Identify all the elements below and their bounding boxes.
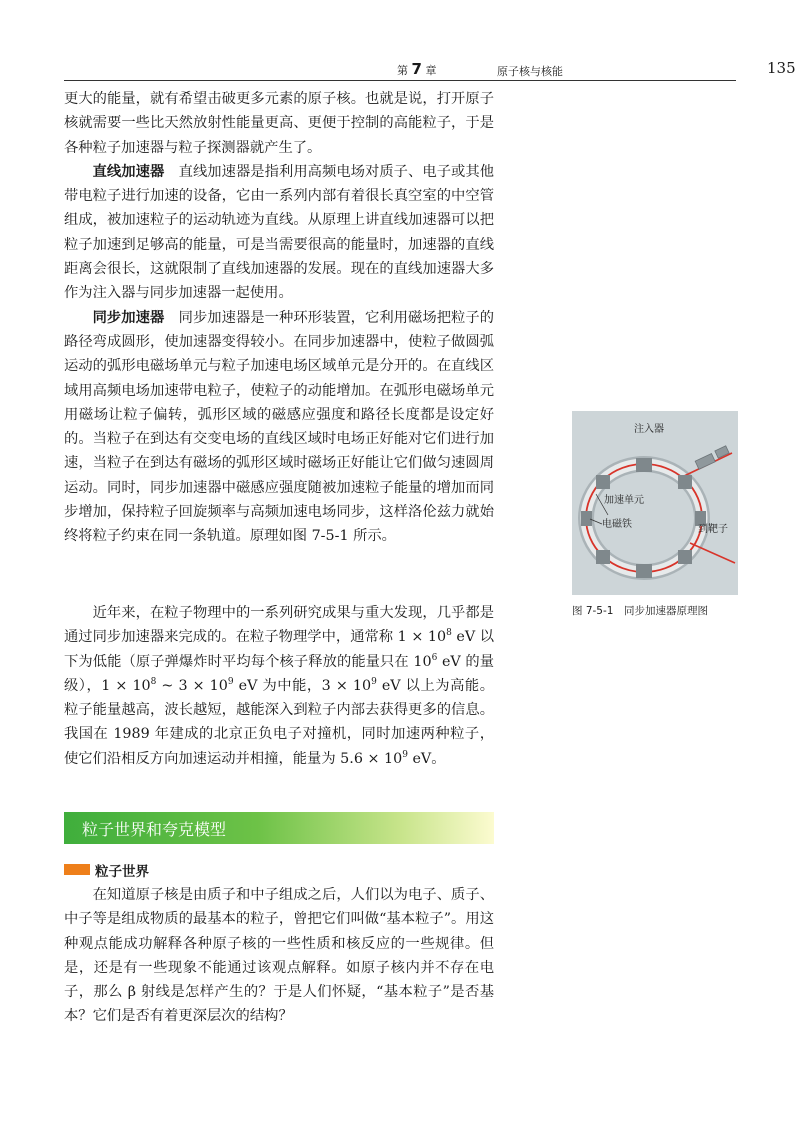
label-injector: 注入器 [634,424,664,435]
chapter-label: 第 7 章 [397,60,437,78]
label-target: 到靶子 [698,524,728,535]
page-header [64,58,796,81]
synchrotron-diagram [572,411,738,595]
orange-marker-icon [64,864,90,875]
paragraph-linear-accelerator: 直线加速器 直线加速器是指利用高频电场对质子、电子或其他带电粒子进行加速的设备，它由一系列内部有着很长真空室的中空管组成，被加速粒子的运动轨迹为直线。从原理上讲直线加速器可以把粒子加速到足够高的能量，可是当需要很高的能量时，加速器的直线距离会很长，这就限制了直线加速器的发展。现在的直线加速器大多作为注入器与同步加速器一起使用。 [64,163,495,302]
magnet-top-left [596,475,610,489]
section-heading-bar [64,812,494,844]
term-linear-accelerator: 直线加速器 [92,163,165,180]
figure-caption: 图 7-5-1 同步加速器原理图 [572,605,708,617]
magnet-top-right [678,475,692,489]
subsection-label: 粒子世界 [95,864,149,880]
magnet-left [581,511,592,526]
section-title: 粒子世界和夸克模型 [82,820,227,839]
magnet-bottom-left [596,550,610,564]
label-accel-unit: 加速单元 [604,495,644,506]
chapter-title: 原子核与核能 [497,65,563,78]
label-electromagnet: 电磁铁 [602,519,632,530]
term-synchrotron: 同步加速器 [92,309,165,326]
paragraph-energy-ranges: 近年来，在粒子物理中的一系列研究成果与重大发现，几乎都是通过同步加速器来完成的。在粒子物理学中，通常称 $1 \times 10^8$ eV 以下为低能（原子弹爆炸时平均每个核子释放的能量只在 $10^6$ eV 的量级），$1 \times 10^8$ ~ $3 \times 10^9$ eV 为中能，$3 \times 10^9$ eV 以上为高能。粒子能量越高，波长越短，越能深入到粒子内部去获得更多的信息。我国在 1989 年建成的北京正负电子对撞机，同时加速两种粒子，使它们沿相反方向加速运动并相撞，能量为 $5.6 \times 10^9$ eV。 [64,605,495,767]
body-text-block-1 [64,87,494,549]
magnet-bottom-right [678,550,692,564]
magnet-bottom [636,564,652,578]
body-text-block-3 [64,883,494,1029]
paragraph-intro: 更大的能量，就有希望击破更多元素的原子核。也就是说，打开原子核就需要一些比天然放射性能量更高、更便于控制的高能粒子，于是各种粒子加速器与粒子探测器就产生了。 [64,91,494,156]
synchrotron-figure [572,411,738,595]
paragraph-synchrotron: 同步加速器 同步加速器是一种环形装置，它利用磁场把粒子的路径弯成圆形，使加速器变得较小。在同步加速器中，使粒子做圆弧运动的弧形电磁场单元与粒子加速电场区域单元是分开的。在直线区域用高频电场加速带电粒子，使粒子的动能增加。在弧形电磁场单元用磁场让粒子偏转，弧形区域的磁感应强度和路径长度都是设定好的。当粒子在到达有交变电场的直线区域时电场正好能对它们进行加速，当粒子在到达有磁场的弧形区域时磁场正好能让它们做匀速圆周运动。同时，同步加速器中磁感应强度随被加速粒子能量的增加而同步增加，保持粒子回旋频率与高频加速电场同步，这样洛伦兹力就始终将粒子约束在同一条轨道。原理如图 7-5-1 所示。 [64,309,495,545]
paragraph-particle-world: 在知道原子核是由质子和中子组成之后，人们以为电子、质子、中子等是组成物质的最基本的粒子，曾把它们叫做“基本粒子”。用这种观点能成功解释各种原子核的一些性质和核反应的一些规律。但是，还是有一些现象不能通过该观点解释。如原子核内并不存在电子，那么 β 射线是怎样产生的？于是人们怀疑，“基本粒子”是否基本？它们是否有着更深层次的结构？ [64,887,494,1025]
body-text-block-2 [64,601,494,771]
magnet-top [636,458,652,472]
page-number: 135 [767,59,796,77]
